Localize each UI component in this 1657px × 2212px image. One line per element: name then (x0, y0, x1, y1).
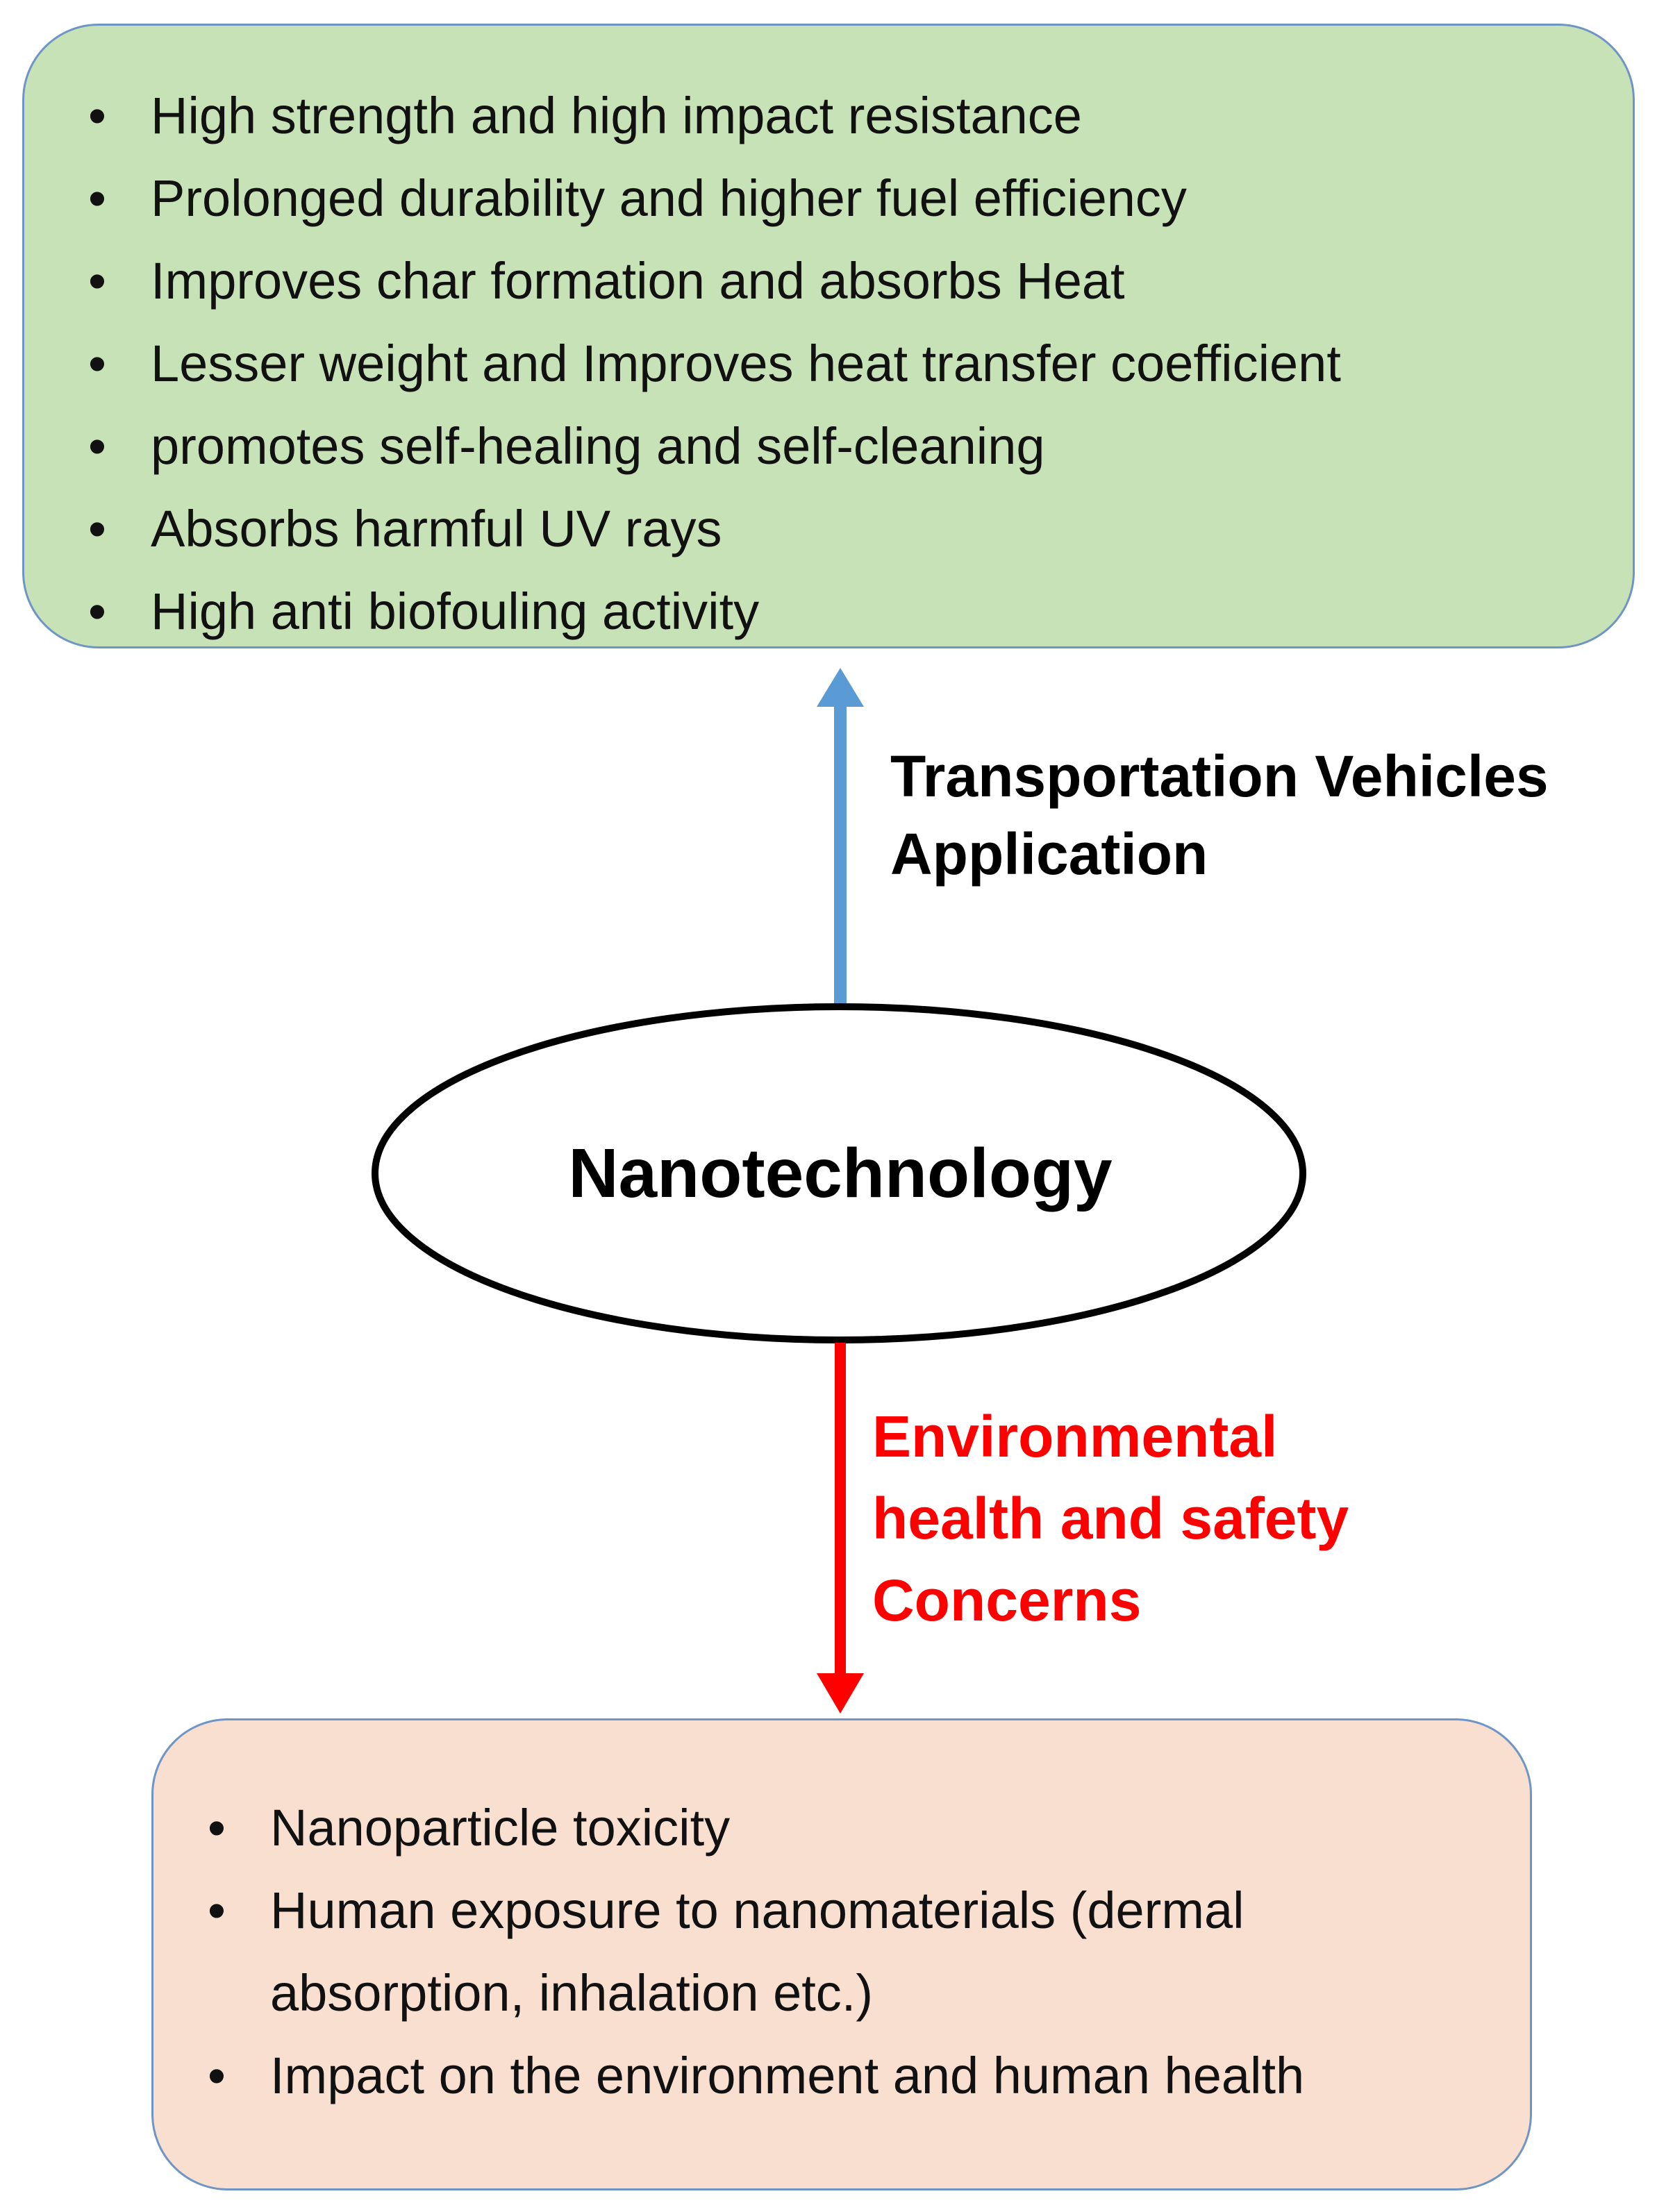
concern-item (153, 1869, 1530, 2034)
bullet-icon: • (208, 1882, 226, 1939)
concern-text: Human exposure to nanomaterials (dermal absorption, inhalation etc.) (270, 1882, 1244, 2022)
benefit-text: High strength and high impact resistance (151, 87, 1082, 144)
up-link-label-line2: Application (890, 821, 1208, 887)
benefit-text: Lesser weight and Improves heat transfer coefficient (151, 335, 1341, 392)
benefit-text: Improves char formation and absorbs Heat (151, 252, 1125, 310)
down-link-label-line3: Concerns (872, 1568, 1142, 1633)
up-link-label-line1: Transportation Vehicles (890, 744, 1549, 809)
benefit-text: Prolonged durability and higher fuel efficiency (151, 169, 1187, 227)
bullet-icon: • (88, 335, 106, 392)
down-link-label-line1: Environmental (872, 1404, 1278, 1469)
bullet-icon: • (88, 583, 106, 640)
benefit-text: Absorbs harmful UV rays (151, 500, 722, 558)
bullet-icon: • (88, 252, 106, 310)
concern-item (153, 2034, 1530, 2117)
down-link-label (872, 1396, 1497, 1641)
concern-text: Nanoparticle toxicity (270, 1799, 731, 1857)
down-arrow-head (817, 1673, 864, 1714)
bullet-icon: • (208, 2047, 226, 2104)
benefit-text: promotes self-healing and self-cleaning (151, 417, 1045, 475)
bullet-icon: • (88, 169, 106, 227)
up-link-label (890, 737, 1647, 893)
bullet-icon: • (88, 500, 106, 558)
bullet-icon: • (88, 417, 106, 475)
concern-item (153, 1786, 1530, 1869)
concerns-box (151, 1718, 1532, 2190)
benefit-text: High anti biofouling activity (151, 583, 760, 640)
concerns-list (153, 1786, 1530, 2117)
center-label: Nanotechnology (568, 1134, 1113, 1212)
bullet-icon: • (208, 1799, 226, 1857)
up-arrow-head (817, 668, 864, 707)
down-link-label-line2: health and safety (872, 1486, 1349, 1551)
concern-text: Impact on the environment and human health (270, 2047, 1305, 2104)
bullet-icon: • (88, 87, 106, 144)
